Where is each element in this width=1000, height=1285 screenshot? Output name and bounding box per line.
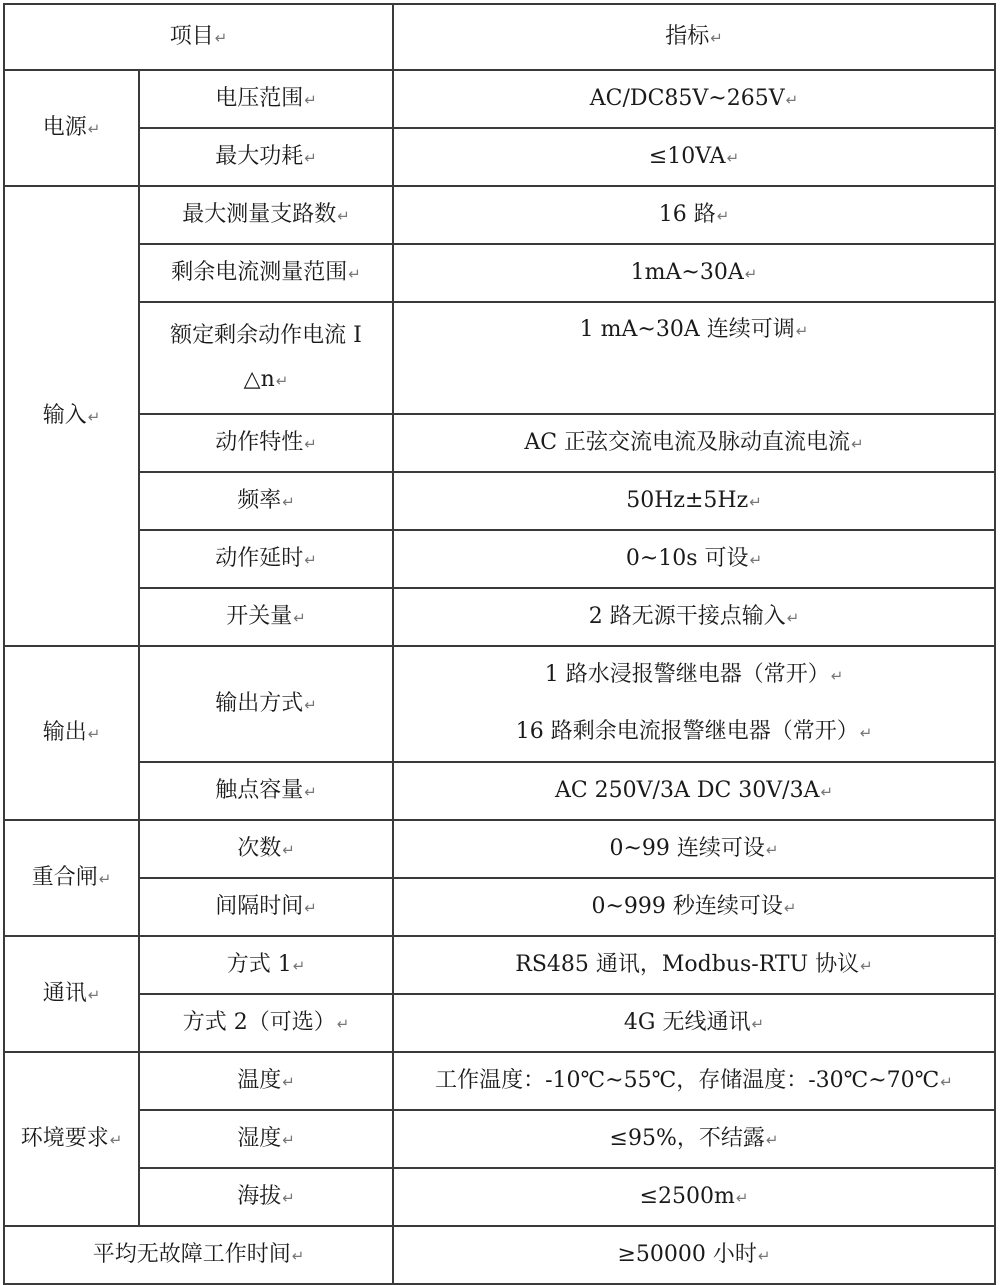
paragraph-mark-icon: ↵ xyxy=(749,492,762,511)
paragraph-mark-icon: ↵ xyxy=(751,1014,765,1033)
row-value: ≤95%，不结露↵ xyxy=(393,1110,995,1168)
paragraph-mark-icon: ↵ xyxy=(304,434,317,453)
row-value: AC 正弦交流电流及脉动直流电流↵ xyxy=(393,414,995,472)
table-row xyxy=(4,994,995,1052)
table-row xyxy=(4,244,995,302)
row-label: 次数↵ xyxy=(139,820,393,878)
row-value: RS485 通讯，Modbus-RTU 协议↵ xyxy=(393,936,995,994)
table-row xyxy=(4,878,995,936)
paragraph-mark-icon: ↵ xyxy=(337,206,350,225)
paragraph-mark-icon: ↵ xyxy=(830,667,844,685)
footer-label: 平均无故障工作时间↵ xyxy=(4,1226,393,1284)
header-spec: 指标 xyxy=(665,23,710,49)
row-label: 频率↵ xyxy=(139,472,393,530)
group-input: 输入↵ xyxy=(4,186,139,646)
table-row xyxy=(4,70,995,128)
table-row xyxy=(4,1168,995,1226)
paragraph-mark-icon: ↵ xyxy=(291,1246,305,1265)
group-env: 环境要求↵ xyxy=(4,1052,139,1226)
row-value: 16 路↵ xyxy=(393,186,995,244)
paragraph-mark-icon: ↵ xyxy=(336,1014,350,1033)
row-value: AC/DC85V~265V↵ xyxy=(393,70,995,128)
row-label: 间隔时间↵ xyxy=(139,878,393,936)
paragraph-mark-icon: ↵ xyxy=(292,956,306,975)
row-label: 动作特性↵ xyxy=(139,414,393,472)
row-label: 方式 1↵ xyxy=(139,936,393,994)
paragraph-mark-icon: ↵ xyxy=(282,840,295,859)
row-label: 开关量↵ xyxy=(139,588,393,646)
paragraph-mark-icon: ↵ xyxy=(282,1130,295,1149)
group-power: 电源↵ xyxy=(4,70,139,186)
paragraph-mark-icon: ↵ xyxy=(275,371,289,390)
table-row xyxy=(4,762,995,820)
paragraph-mark-icon: ↵ xyxy=(304,695,317,714)
paragraph-mark-icon: ↵ xyxy=(293,608,306,627)
row-label: 输出方式↵ xyxy=(139,646,393,762)
row-value: 50Hz±5Hz↵ xyxy=(393,472,995,530)
row-value: 0~99 连续可设↵ xyxy=(393,820,995,878)
table-row xyxy=(4,302,995,414)
paragraph-mark-icon: ↵ xyxy=(765,840,779,859)
row-label: 湿度↵ xyxy=(139,1110,393,1168)
row-label: 温度↵ xyxy=(139,1052,393,1110)
paragraph-mark-icon: ↵ xyxy=(785,90,799,109)
table-row xyxy=(4,186,995,244)
paragraph-mark-icon: ↵ xyxy=(87,119,101,138)
paragraph-mark-icon: ↵ xyxy=(87,407,101,426)
table-row xyxy=(4,646,995,762)
row-label: 最大功耗↵ xyxy=(139,128,393,186)
row-value: ≤2500m↵ xyxy=(393,1168,995,1226)
paragraph-mark-icon: ↵ xyxy=(87,985,101,1004)
footer-value: ≥50000 小时↵ xyxy=(393,1226,995,1284)
paragraph-mark-icon: ↵ xyxy=(735,1188,749,1207)
header-item: 项目 xyxy=(169,23,214,49)
table-row xyxy=(4,820,995,878)
paragraph-mark-icon: ↵ xyxy=(304,550,317,569)
paragraph-mark-icon: ↵ xyxy=(304,148,317,167)
table-row xyxy=(4,472,995,530)
paragraph-mark-icon: ↵ xyxy=(860,956,873,975)
row-value: 1mA~30A↵ xyxy=(393,244,995,302)
row-label: 额定剩余动作电流 I △n↵ xyxy=(139,302,393,414)
paragraph-mark-icon: ↵ xyxy=(716,206,730,225)
table-row xyxy=(4,936,995,994)
row-value: 1 mA~30A 连续可调↵ xyxy=(393,302,995,414)
paragraph-mark-icon: ↵ xyxy=(744,264,758,283)
row-label: 方式 2（可选）↵ xyxy=(139,994,393,1052)
row-value: 2 路无源干接点输入↵ xyxy=(393,588,995,646)
paragraph-mark-icon: ↵ xyxy=(726,148,740,167)
footer-row xyxy=(4,1226,995,1284)
paragraph-mark-icon: ↵ xyxy=(214,28,228,47)
paragraph-mark-icon: ↵ xyxy=(851,434,864,453)
table-row xyxy=(4,1052,995,1110)
paragraph-mark-icon: ↵ xyxy=(820,782,834,801)
paragraph-mark-icon: ↵ xyxy=(282,1072,295,1091)
group-output: 输出↵ xyxy=(4,646,139,820)
row-value: ≤10VA↵ xyxy=(393,128,995,186)
row-label: 动作延时↵ xyxy=(139,530,393,588)
group-reclose: 重合闸↵ xyxy=(4,820,139,936)
table-row xyxy=(4,530,995,588)
table-row xyxy=(4,1110,995,1168)
row-value: 0~10s 可设↵ xyxy=(393,530,995,588)
paragraph-mark-icon: ↵ xyxy=(757,1246,771,1265)
row-label: 电压范围↵ xyxy=(139,70,393,128)
row-label: 剩余电流测量范围↵ xyxy=(139,244,393,302)
paragraph-mark-icon: ↵ xyxy=(109,1130,123,1149)
row-value: 工作温度：-10℃~55℃，存储温度：-30℃~70℃↵ xyxy=(393,1052,995,1110)
paragraph-mark-icon: ↵ xyxy=(87,724,101,743)
table-row xyxy=(4,588,995,646)
row-label: 海拔↵ xyxy=(139,1168,393,1226)
paragraph-mark-icon: ↵ xyxy=(940,1072,953,1091)
paragraph-mark-icon: ↵ xyxy=(348,264,361,283)
paragraph-mark-icon: ↵ xyxy=(304,782,317,801)
paragraph-mark-icon: ↵ xyxy=(786,608,800,627)
header-spec-cell xyxy=(393,4,995,70)
paragraph-mark-icon: ↵ xyxy=(282,492,295,511)
paragraph-mark-icon: ↵ xyxy=(282,1188,295,1207)
row-value: 4G 无线通讯↵ xyxy=(393,994,995,1052)
row-label: 最大测量支路数↵ xyxy=(139,186,393,244)
row-value: AC 250V/3A DC 30V/3A↵ xyxy=(393,762,995,820)
table-row xyxy=(4,128,995,186)
row-value: 0~999 秒连续可设↵ xyxy=(393,878,995,936)
paragraph-mark-icon: ↵ xyxy=(783,898,797,917)
header-item-cell xyxy=(4,4,393,70)
paragraph-mark-icon: ↵ xyxy=(304,898,317,917)
paragraph-mark-icon: ↵ xyxy=(765,1130,779,1149)
paragraph-mark-icon: ↵ xyxy=(710,28,723,47)
paragraph-mark-icon: ↵ xyxy=(859,724,873,742)
paragraph-mark-icon: ↵ xyxy=(749,550,763,569)
table-row xyxy=(4,414,995,472)
group-comm: 通讯↵ xyxy=(4,936,139,1052)
paragraph-mark-icon: ↵ xyxy=(304,90,317,109)
spec-table xyxy=(3,3,996,1285)
paragraph-mark-icon: ↵ xyxy=(98,869,112,888)
row-label: 触点容量↵ xyxy=(139,762,393,820)
row-value: 1 路水浸报警继电器（常开）↵ 16 路剩余电流报警继电器（常开）↵ xyxy=(393,646,995,762)
header-row xyxy=(4,4,995,70)
paragraph-mark-icon: ↵ xyxy=(795,322,809,340)
